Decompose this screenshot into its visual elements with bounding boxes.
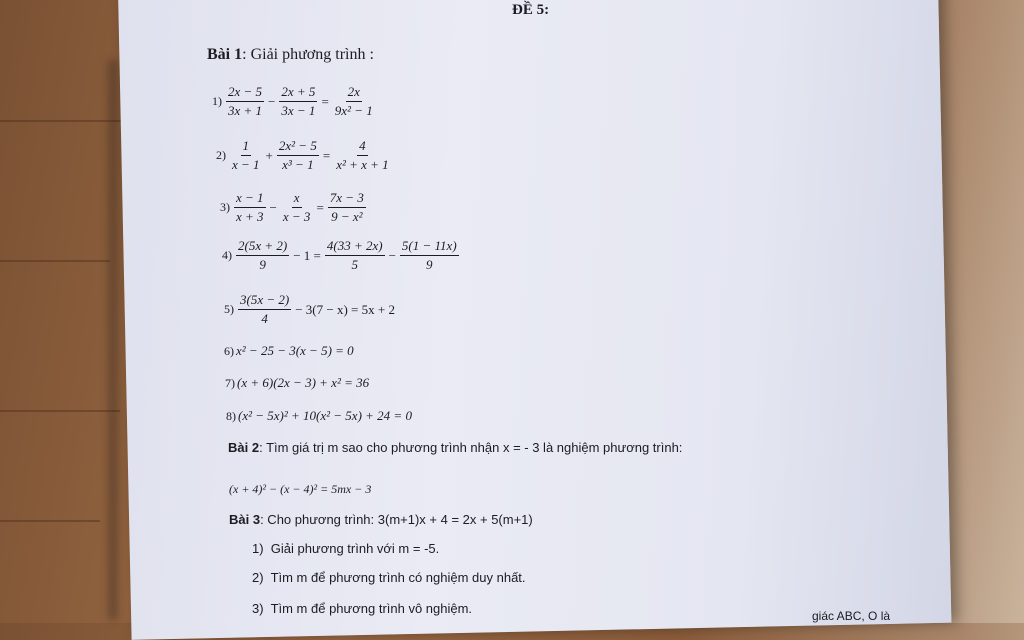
operator: −: [268, 93, 276, 109]
fraction: $\frac{\text{2x² − 5}}{\text{x³ − 1}}$: [278, 138, 317, 172]
bai1-label: Bài 1: [207, 46, 243, 63]
equation-2: [216, 138, 393, 173]
eq-number: 3): [220, 200, 230, 214]
operator: =: [322, 147, 331, 163]
bai3-item-2: 2) Tìm m để phương trình có nghiệm duy nhất.: [252, 570, 526, 585]
fraction: $\frac{2(5x + 2)}{9}$: [238, 238, 288, 272]
operator: −: [269, 199, 277, 215]
fraction: $\frac{4(33 + 2x)}{5}$: [326, 238, 383, 272]
bai3-item-3: 3) Tìm m để phương trình vô nghiệm.: [252, 601, 473, 616]
equation-4: [222, 238, 461, 273]
bai2-heading: [228, 440, 682, 455]
equation-7: [225, 375, 369, 391]
eq-number: 5): [224, 302, 234, 316]
bai1-title: : Giải phương trình :: [242, 46, 374, 63]
fraction: $\frac{x}{x - 3}$: [282, 190, 311, 224]
equation-5: [224, 292, 397, 327]
fraction: $\frac{x - 1}{x + 3}$: [236, 190, 264, 224]
equation-rest: − 3(7 − x) = 5x + 2: [295, 301, 395, 317]
operator: −: [388, 247, 396, 263]
eq-number: 1): [212, 94, 222, 108]
bai2-text: : Tìm giá trị m sao cho phương trình nhận x = - 3 là nghiệm phương trình:: [259, 440, 683, 455]
equation-6: [224, 343, 354, 359]
bai2-equation: (x + 4)² − (x − 4)² = 5mx − 3: [229, 482, 372, 496]
equation-expression: (x + 6)(2x − 3) + x² = 36: [237, 375, 370, 390]
eq-number: 2): [216, 148, 226, 162]
fraction: $\frac{5(1 - 11x)}{9}$: [401, 238, 457, 272]
bai3-label: Bài 3: [229, 512, 261, 527]
exam-title: ĐỀ 5:: [512, 2, 550, 18]
equation-8: [226, 408, 412, 424]
operator: − 1 =: [293, 247, 321, 263]
equation-1: [212, 84, 377, 119]
fraction: $\frac{3(5x - 2)}{4}$: [240, 292, 290, 326]
eq-number: 8): [226, 408, 236, 423]
equation-expression: x² − 25 − 3(x − 5) = 0: [236, 343, 354, 358]
eq-number: 6): [224, 343, 234, 358]
operator: =: [316, 199, 324, 215]
equation-3: [220, 190, 368, 225]
operator: +: [265, 147, 273, 163]
corner-text: giác ABC, O là: [812, 609, 891, 623]
bai3-heading: [229, 512, 533, 527]
fraction: $\frac{7x - 3}{\text{9 − x²}}$: [329, 190, 364, 224]
bai3-text: : Cho phương trình: 3(m+1)x + 4 = 2x + 5(m+1): [260, 512, 533, 527]
operator: =: [321, 93, 329, 109]
equation-expression: (x² − 5x)² + 10(x² − 5x) + 24 = 0: [238, 408, 412, 423]
eq-number: 4): [222, 248, 232, 262]
eq-number: 7): [225, 375, 235, 390]
bai1-heading: [207, 46, 374, 64]
bai2-label: Bài 2: [228, 440, 260, 455]
fraction: $\frac{2x}{\text{9x² − 1}}$: [334, 84, 373, 118]
fraction: $\frac{2x + 5}{3x - 1}$: [281, 84, 316, 118]
fraction: $\frac{4}{\text{x² + x + 1}}$: [336, 138, 389, 172]
bai3-item-1: 1) Giải phương trình với m = -5.: [252, 541, 440, 556]
fraction: $\frac{2x - 5}{3x + 1}$: [228, 84, 263, 118]
fraction: $\frac{1}{x - 1}$: [232, 138, 260, 172]
